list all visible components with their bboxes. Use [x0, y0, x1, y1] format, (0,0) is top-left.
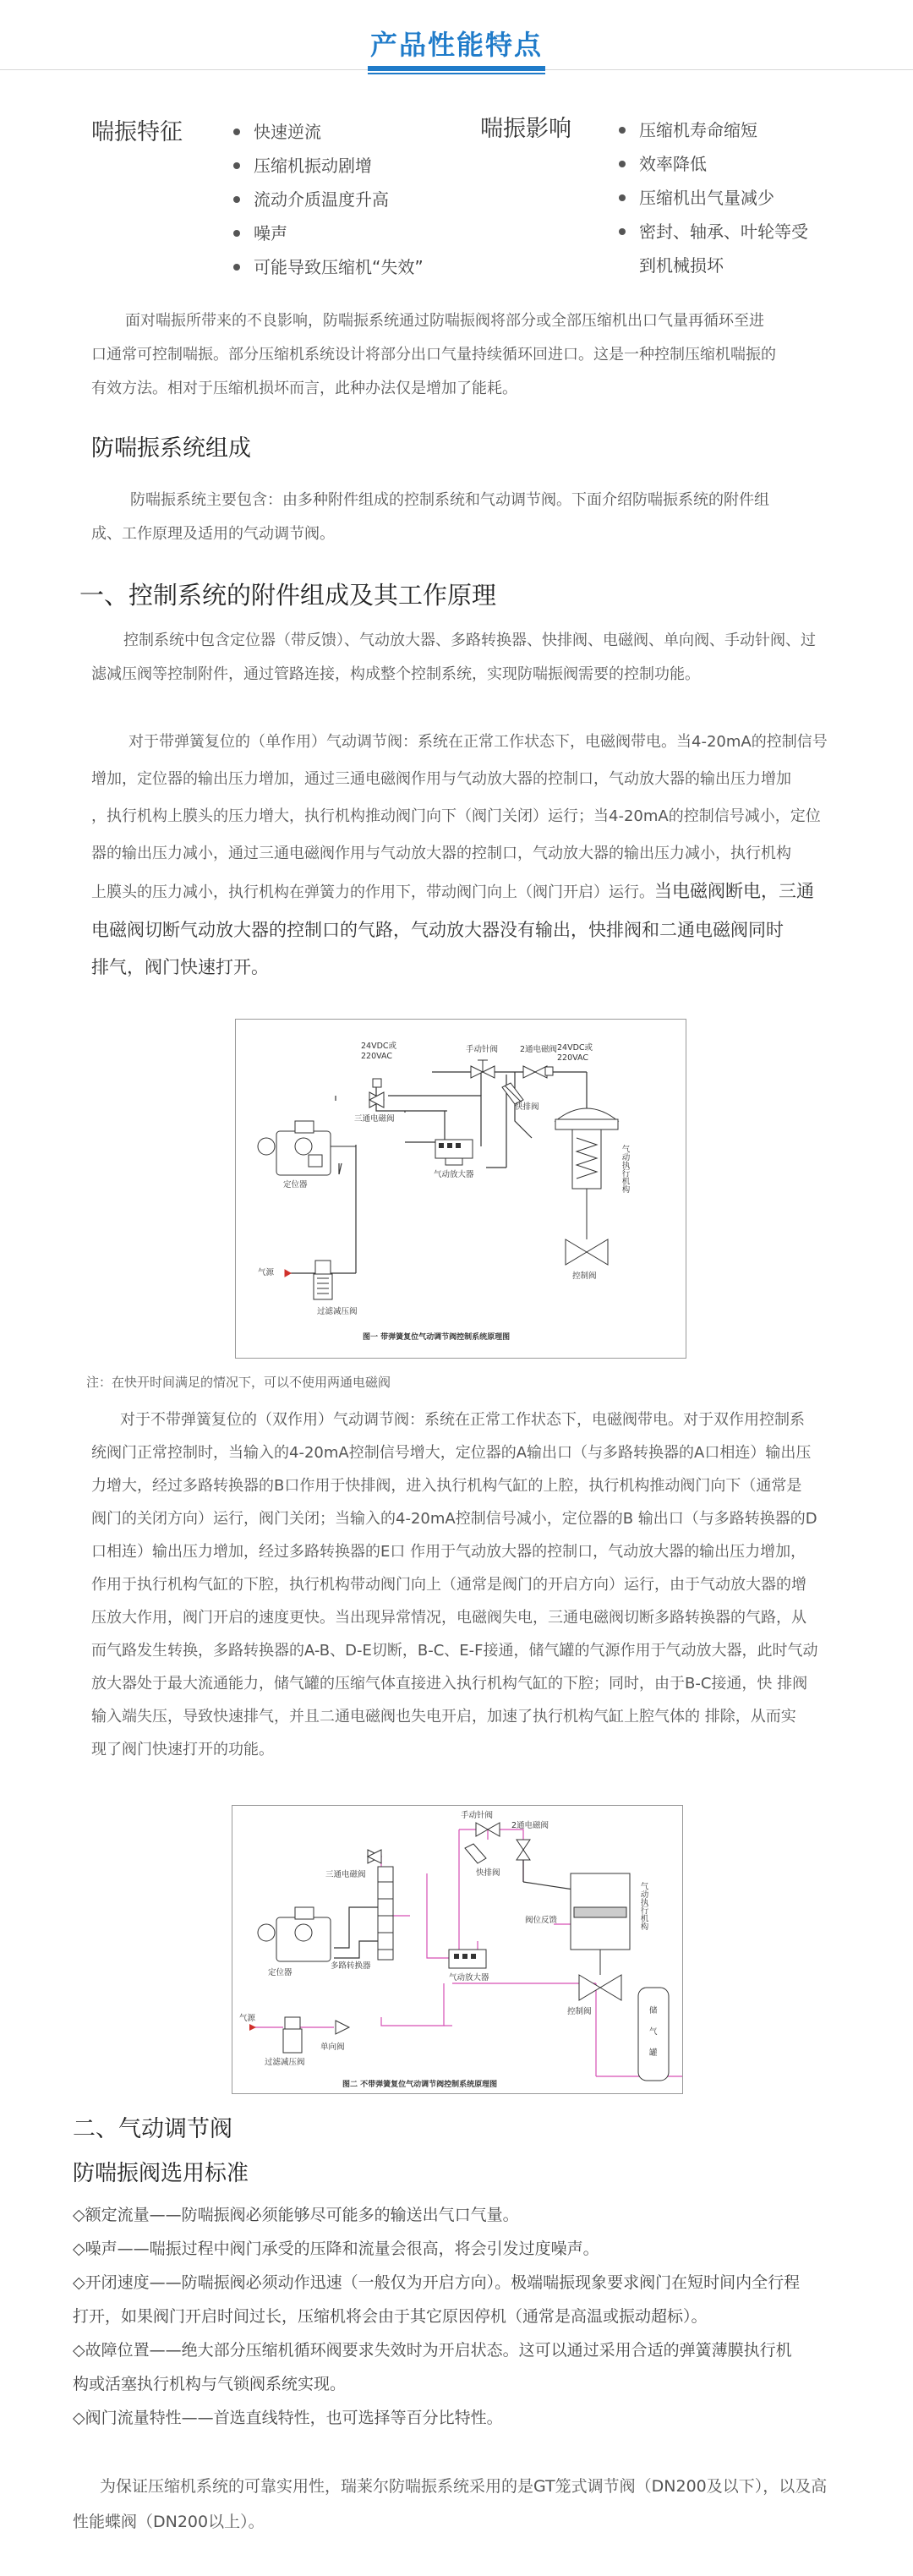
label-tank-1: 储	[649, 2006, 658, 2015]
list-item: 打开，如果阀门开启时间过长，压缩机将会由于其它原因停机（通常是高温或振动超标）。	[73, 2307, 708, 2326]
figure-2-diagram	[232, 1806, 682, 2093]
text-line: 防喘振系统主要包含：由多种附件组成的控制系统和气动调节阀。下面介绍防喘振系统的附件组	[130, 491, 769, 509]
two-way-solenoid	[523, 1066, 553, 1078]
text-span-emphasis: 当电磁阀断电，三通	[654, 881, 814, 901]
figure-2	[232, 1805, 683, 2094]
figure-1-diagram	[236, 1020, 686, 1358]
three-way-solenoid	[368, 1850, 381, 1863]
surge-effects-list	[615, 113, 808, 282]
label-positioner: 定位器	[268, 1968, 292, 1977]
text-line: 有效方法。相对于压缩机损坏而言，此种办法仅是增加了能耗。	[91, 380, 517, 397]
list-item: 效率降低	[615, 147, 808, 181]
section2-heading: 二、气动调节阀	[73, 2116, 232, 2142]
label-air-amplifier: 气动放大器	[434, 1170, 474, 1179]
filter-regulator	[249, 2017, 302, 2053]
title-underline-thin	[368, 73, 545, 74]
surge-characteristics-heading: 喘振特征	[91, 119, 183, 145]
text-line: 作用于执行机构气缸的下腔，执行机构带动阀门向上（通常是阀门的开启方向）运行，由于气动放大器的增	[91, 1576, 806, 1594]
text-line: 压放大作用，阀门开启的速度更快。当出现异常情况，电磁阀失电，三通电磁阀切断多路转换器的气路，从	[91, 1609, 806, 1627]
filter-regulator	[285, 1261, 332, 1299]
quick-exhaust-valve	[502, 1083, 523, 1104]
text-line: 现了阀门快速打开的功能。	[91, 1741, 274, 1758]
list-item: 压缩机寿命缩短	[615, 113, 808, 147]
needle-valve	[471, 1060, 495, 1078]
label-air-source: 气源	[239, 2014, 256, 2023]
label-two-way-solenoid: 2通电磁阀	[511, 1821, 549, 1830]
list-item: 密封、轴承、叶轮等受	[615, 215, 808, 249]
text-line: 成、工作原理及适用的气动调节阀。	[91, 525, 335, 543]
text-line: 面对喘振所带来的不良影响，防喘振系统通过防喘振阀将部分或全部压缩机出口气量再循环至进	[125, 312, 764, 330]
surge-effects-heading: 喘振影响	[480, 116, 571, 142]
list-item: 可能导致压缩机“失效”	[230, 250, 424, 284]
label-two-way-solenoid: 2通电磁阀	[520, 1045, 558, 1054]
quick-exhaust-valve	[465, 1844, 486, 1863]
label-three-way-solenoid: 三通电磁阀	[325, 1870, 366, 1879]
text-line: 而气路发生转换，多路转换器的A-B、D-E切断，B-C、E-F接通，储气罐的气源作用于气动放大器，此时气动	[91, 1642, 818, 1660]
label-air-source: 气源	[258, 1268, 275, 1277]
label-needle-valve: 手动针阀	[461, 1811, 494, 1820]
label-filter-regulator: 过滤减压阀	[265, 2058, 305, 2067]
selection-criteria-list	[73, 2198, 884, 2435]
list-item: 快速逆流	[230, 115, 424, 149]
section1-heading: 一、控制系统的附件组成及其工作原理	[79, 581, 497, 610]
label-power-2b: 220VAC	[557, 1053, 588, 1063]
list-item: ◇阀门流量特性——首选直线特性，也可选择等百分比特性。	[73, 2409, 503, 2427]
text-line-emphasis: 排气，阀门快速打开。	[91, 957, 269, 977]
text-line: 性能蝶阀（DN200以上）。	[73, 2513, 265, 2531]
page-title: 产品性能特点	[369, 29, 543, 61]
label-control-valve: 控制阀	[572, 1272, 597, 1281]
section1-paragraph-3	[91, 1403, 877, 1766]
intro-paragraph	[91, 304, 877, 406]
label-needle-valve: 手动针阀	[466, 1045, 499, 1054]
label-positioner: 定位器	[283, 1180, 308, 1190]
check-valve	[336, 2021, 349, 2034]
text-line: 力增大，经过多路转换器的B口作用于快排阀，进入执行机构气缸的上腔，执行机构推动阀门向下（通常是	[91, 1477, 802, 1495]
list-item: 流动介质温度升高	[230, 183, 424, 216]
text-line: 控制系统中包含定位器（带反馈）、气动放大器、多路转换器、快排阀、电磁阀、单向阀、手动针阀、过	[123, 632, 816, 649]
two-way-solenoid	[517, 1840, 530, 1860]
list-item: 构或活塞执行机构与气锁阀系统实现。	[73, 2375, 347, 2393]
title-underline	[368, 66, 545, 71]
surge-characteristics-list	[230, 115, 424, 284]
list-item: ◇故障位置——绝大部分压缩机循环阀要求失效时为开启状态。这可以通过采用合适的弹簧薄膜执行机	[73, 2341, 792, 2360]
text-line: 器的输出压力减小，通过三通电磁阀作用与气动放大器的控制口，气动放大器的输出压力减小，执行机构	[91, 845, 791, 862]
label-quick-exhaust: 快排阀	[515, 1102, 539, 1112]
label-quick-exhaust: 快排阀	[476, 1868, 500, 1878]
text-line: 放大器处于最大流通能力，储气罐的压缩气体直接进入执行机构气缸的下腔；同时，由于B-C接通，快 排阀	[91, 1675, 808, 1693]
list-item: ◇开闭速度——防喘振阀必须动作迅速（一般仅为开启方向）。极端喘振现象要求阀门在短时间内全行程	[73, 2273, 801, 2292]
text-line	[91, 872, 877, 911]
section1-paragraph-1	[91, 624, 877, 692]
text-span: 上膜头的压力减小，执行机构在弹簧力的作用下，带动阀门向上（阀门开启）运行。	[91, 883, 654, 901]
section2-subheading: 防喘振阀选用标准	[73, 2161, 249, 2186]
positioner-device	[258, 1907, 331, 1961]
label-check-valve: 单向阀	[320, 2043, 345, 2052]
label-actuator: 气动执行机构	[638, 1882, 648, 1930]
multiplexer-device	[378, 1867, 393, 1960]
label-multiplexer: 多路转换器	[331, 1961, 371, 1971]
figure-2-caption: 图二 不带弹簧复位气动调节阀控制系统原理图	[342, 2081, 498, 2089]
figure-1-caption: 图一 带弹簧复位气动调节阀控制系统原理图	[363, 1333, 511, 1342]
composition-heading: 防喘振系统组成	[91, 435, 251, 462]
text-line: 对于带弹簧复位的（单作用）气动调节阀：系统在正常工作状态下，电磁阀带电。当4-20mA的控制信号	[128, 733, 828, 751]
text-line: 阀门的关闭方向）运行，阀门关闭；当输入的4-20mA控制信号减小，定位器的B 输出口（与多路转换器的D	[91, 1510, 817, 1528]
list-item: ◇噪声——喘振过程中阀门承受的压降和流量会很高，将会引发过度噪声。	[73, 2240, 599, 2258]
text-line: 为保证压缩机系统的可靠实用性，瑞莱尔防喘振系统采用的是GT笼式调节阀（DN200及以下），以及高	[100, 2477, 828, 2496]
actuator-device	[555, 1108, 618, 1265]
closing-paragraph	[73, 2469, 884, 2540]
label-three-way-solenoid: 三通电磁阀	[354, 1114, 395, 1124]
figure-1-note: 注：在快开时间满足的情况下，可以不使用两通电磁阀	[86, 1375, 391, 1390]
text-line: 口通常可控制喘振。部分压缩机系统设计将部分出口气量持续循环回进口。这是一种控制压缩机喘振的	[91, 346, 776, 364]
text-line: 增加，定位器的输出压力增加，通过三通电磁阀作用与气动放大器的控制口，气动放大器的输出压力增加	[91, 770, 791, 788]
label-tank-3: 罐	[649, 2048, 658, 2058]
list-item: 压缩机振动剧增	[230, 149, 424, 183]
text-line: 滤减压阀等控制附件，通过管路连接，构成整个控制系统，实现防喘振阀需要的控制功能。	[91, 665, 700, 683]
text-line: 统阀门正常控制时，当输入的4-20mA控制信号增大，定位器的A输出口（与多路转换器的A口相连）输出压	[91, 1444, 812, 1462]
header	[0, 24, 913, 63]
composition-paragraph	[91, 484, 877, 551]
label-tank-2: 气	[649, 2027, 658, 2037]
label-air-amplifier: 气动放大器	[449, 1973, 489, 1983]
text-line: 对于不带弹簧复位的（双作用）气动调节阀：系统在正常工作状态下，电磁阀带电。对于双作用控制系	[120, 1411, 805, 1429]
text-line: 输入端失压，导致快速排气，并且二通电磁阀也失电开启，加速了执行机构气缸上腔气体的 排除，从而实	[91, 1708, 796, 1726]
section1-paragraph-2	[91, 724, 877, 986]
air-amplifier	[449, 1950, 486, 1968]
label-valve-feedback: 阀位反馈	[525, 1916, 558, 1925]
label-actuator: 气动执行机构	[620, 1145, 630, 1193]
label-power-2: 24VDC或	[557, 1043, 593, 1053]
list-item: 压缩机出气量减少	[615, 181, 808, 215]
text-line-emphasis: 电磁阀切断气动放大器的控制口的气路，气动放大器没有输出，快排阀和二通电磁阀同时	[91, 920, 784, 940]
actuator-device	[571, 1873, 630, 2000]
list-item: 噪声	[230, 216, 424, 250]
label-power-1: 24VDC或	[361, 1042, 397, 1051]
label-filter-regulator: 过滤减压阀	[317, 1307, 358, 1316]
list-item: 到机械损坏	[639, 255, 724, 276]
text-line: ，执行机构上膜头的压力增大，执行机构推动阀门向下（阀门关闭）运行；当4-20mA的控制信号减小，定位	[91, 807, 821, 825]
label-power-1b: 220VAC	[361, 1052, 392, 1061]
label-control-valve: 控制阀	[567, 2007, 592, 2016]
air-amplifier	[435, 1140, 473, 1165]
text-line: 口相连）输出压力增加，经过多路转换器的E口 作用于气动放大器的控制口，气动放大器的输出压力增加，	[91, 1543, 806, 1561]
list-item: ◇额定流量——防喘振阀必须能够尽可能多的输送出气口气量。	[73, 2206, 519, 2224]
figure-1	[235, 1019, 686, 1359]
